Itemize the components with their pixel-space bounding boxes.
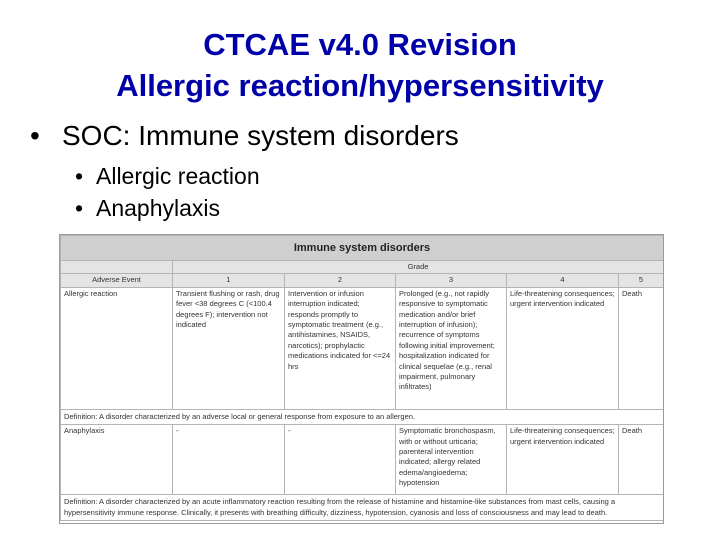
grade-5-header: 5 xyxy=(619,274,664,287)
bullet-marker: • xyxy=(75,195,84,221)
bullet-marker: • xyxy=(75,163,84,189)
grade-5-cell: Death xyxy=(619,425,664,495)
bullet-marker: • xyxy=(30,120,40,151)
grade-1-cell: Transient flushing or rash, drug fever <38 degrees C (<100.4 degrees F); intervention not indicated xyxy=(173,287,285,409)
grade-4-cell: Life-threatening consequences; urgent intervention indicated xyxy=(507,425,619,495)
title-line-1: CTCAE v4.0 Revision xyxy=(203,27,517,62)
adverse-event-header: Adverse Event xyxy=(61,274,173,287)
grade-4-header: 4 xyxy=(507,274,619,287)
grade-1-cell: - xyxy=(173,425,285,495)
bullet-soc xyxy=(30,116,459,156)
grade-4-cell: Life-threatening consequences; urgent intervention indicated xyxy=(507,287,619,409)
grade-2-cell: - xyxy=(285,425,396,495)
definition-row xyxy=(61,495,664,521)
ctcae-table-image xyxy=(59,234,664,524)
definition-row xyxy=(61,409,664,424)
grade-3-cell: Prolonged (e.g., not rapidly responsive to symptomatic medication and/or brief interruption of infusion); recurrence of symptoms following initial improvement; hospitalization indicated for clinical sequelae (e.g., renal impairment, pulmonary infiltrates) xyxy=(396,287,507,409)
sub-bullet-text: Allergic reaction xyxy=(96,163,260,189)
grade-5-cell: Death xyxy=(619,287,664,409)
sub-bullet-text: Anaphylaxis xyxy=(96,195,221,221)
sub-bullet-anaphylaxis xyxy=(75,192,220,224)
grade-3-cell: Symptomatic bronchospasm, with or without urticaria; parenteral intervention indicated; allergy related edema/angioedema; hypotension xyxy=(396,425,507,495)
grade-3-header: 3 xyxy=(396,274,507,287)
table-row xyxy=(61,287,664,409)
soc-header: Immune system disorders xyxy=(61,236,664,261)
title-line-2: Allergic reaction/hypersensitivity xyxy=(116,68,604,103)
sub-bullet-allergic-reaction xyxy=(75,160,260,192)
event-name: Anaphylaxis xyxy=(61,425,173,495)
ctcae-table xyxy=(60,235,664,521)
grade-2-header: 2 xyxy=(285,274,396,287)
empty-header-cell xyxy=(61,261,173,274)
slide-title xyxy=(0,24,720,106)
grade-2-cell: Intervention or infusion interruption indicated; responds promptly to symptomatic treatment (e.g., antihistamines, NSAIDS, narcotics); prophylactic medications indicated for <=24 hrs xyxy=(285,287,396,409)
table-row xyxy=(61,425,664,495)
grade-header: Grade xyxy=(173,261,664,274)
event-name: Allergic reaction xyxy=(61,287,173,409)
grade-1-header: 1 xyxy=(173,274,285,287)
bullet-soc-text: SOC: Immune system disorders xyxy=(62,120,459,151)
definition-text: Definition: A disorder characterized by an acute inflammatory reaction resulting from the release of histamine and histamine-like substances from mast cells, causing a hypersensitivity immune response. Clinically, it presents with breathing difficulty, dizziness, hypotension, cyanosis and loss of consciousness and may lead to death. xyxy=(61,495,664,521)
definition-text: Definition: A disorder characterized by an adverse local or general response from exposure to an allergen. xyxy=(61,409,664,424)
